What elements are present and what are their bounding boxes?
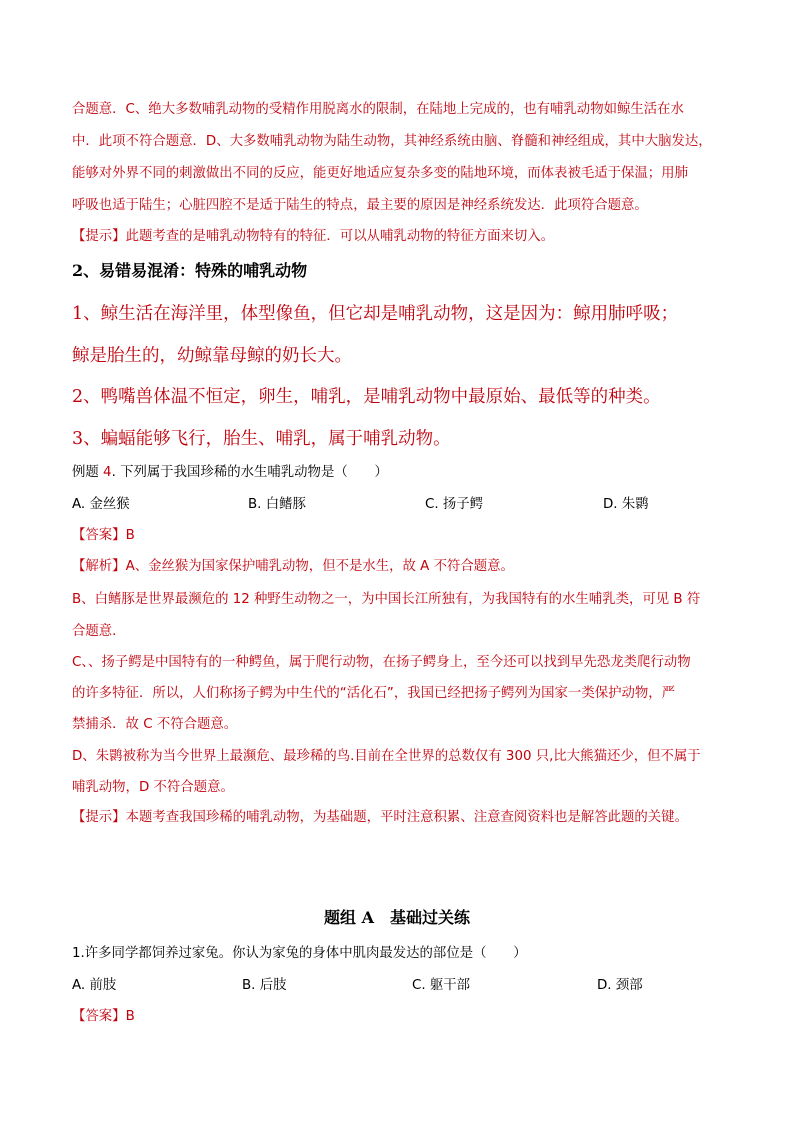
analysis-line: 禁捕杀．故 C 不符合题意。 <box>72 717 238 732</box>
answer-line <box>72 526 722 546</box>
key-point: 1、鲸生活在海洋里，体型像鱼，但它却是哺乳动物，这是因为：鲸用肺呼吸； <box>72 304 679 324</box>
analysis-line: 哺乳动物，D 不符合题意。 <box>72 780 234 795</box>
analysis-line: 呼吸也适于陆生；心脏四腔不是适于陆生的特点，最主要的原因是神经系统发达．此项符合题意。 <box>72 198 648 213</box>
option-d: D. 朱鹮 <box>603 497 649 512</box>
question-prefix: 例题 <box>72 465 104 480</box>
section-heading: 2、易错易混淆：特殊的哺乳动物 <box>72 261 308 280</box>
answer-tag: 【答案】 <box>72 528 126 543</box>
tip-text: 此题考查的是哺乳动物特有的特征．可以从哺乳动物的特征方面来切入。 <box>125 229 555 244</box>
analysis-text: A、金丝猴为国家保护哺乳动物，但不是水生，故 A 不符合题意。 <box>125 559 514 574</box>
option-c: C. 扬子鳄 <box>425 497 484 512</box>
tip-tag: 【提示】 <box>72 810 126 825</box>
analysis-line: 合题意. <box>72 624 117 639</box>
analysis-line <box>72 557 722 577</box>
answer-tag: 【答案】 <box>72 1009 126 1024</box>
tip-paragraph <box>72 227 722 247</box>
question-1: 1.许多同学都饲养过家兔。你认为家兔的身体中肌肉最发达的部位是（ ） <box>72 946 527 961</box>
analysis-line: 合题意．C、绝大多数哺乳动物的受精作用脱离水的限制，在陆地上完成的，也有哺乳动物如鲸生活在水 <box>72 102 684 117</box>
tip-tag: 【提示】 <box>72 229 126 244</box>
key-point: 鲸是胎生的，幼鲸靠母鲸的奶长大。 <box>72 346 352 366</box>
example-question <box>72 463 722 483</box>
analysis-line: 能够对外界不同的刺激做出不同的反应，能更好地适应复杂多变的陆地环境，而体表被毛适于保温；用肺 <box>72 166 688 181</box>
option-a: A. 前肢 <box>72 978 117 993</box>
option-d: D. 颈部 <box>597 978 643 993</box>
tip-text: 本题考查我国珍稀的哺乳动物，为基础题，平时注意积累、注意查阅资料也是解答此题的关键。 <box>125 810 688 825</box>
analysis-line: 的许多特征．所以，人们称扬子鳄为中生代的“活化石”，我国已经把扬子鳄列为国家一类保护动物，严 <box>72 686 676 701</box>
analysis-line: C、、扬子鳄是中国特有的一种鳄鱼，属于爬行动物，在扬子鳄身上，至今还可以找到早先恐龙类爬行动物 <box>72 655 691 670</box>
option-b: B. 白鳍豚 <box>248 497 306 512</box>
question-number: 4 <box>103 465 112 480</box>
key-point: 3、蝙蝠能够飞行，胎生、哺乳，属于哺乳动物。 <box>72 429 451 449</box>
analysis-line: B、白鳍豚是世界最濒危的 12 种野生动物之一，为中国长江所独有，为我国特有的水生哺乳类，可见 B 符 <box>72 592 701 607</box>
analysis-line: D、朱鹮被称为当今世界上最濒危、最珍稀的鸟.目前在全世界的总数仅有 300 只,比大熊猫还少，但不属于 <box>72 749 701 764</box>
answer-value: B <box>125 528 135 543</box>
answer-line <box>72 1007 722 1027</box>
option-b: B. 后肢 <box>242 978 287 993</box>
option-a: A. 金丝猴 <box>72 497 130 512</box>
group-title: 题组 A 基础过关练 <box>324 908 470 927</box>
answer-value: B <box>125 1009 135 1024</box>
analysis-tag: 【解析】 <box>72 559 126 574</box>
tip-paragraph <box>72 808 722 828</box>
option-c: C. 躯干部 <box>412 978 471 993</box>
analysis-line: 中．此项不符合题意．D、大多数哺乳动物为陆生动物，其神经系统由脑、脊髓和神经组成，其中大脑发达， <box>72 134 712 149</box>
question-text: . 下列属于我国珍稀的水生哺乳动物是（ ） <box>111 465 388 480</box>
key-point: 2、鸭嘴兽体温不恒定，卵生，哺乳，是哺乳动物中最原始、最低等的种类。 <box>72 387 661 407</box>
